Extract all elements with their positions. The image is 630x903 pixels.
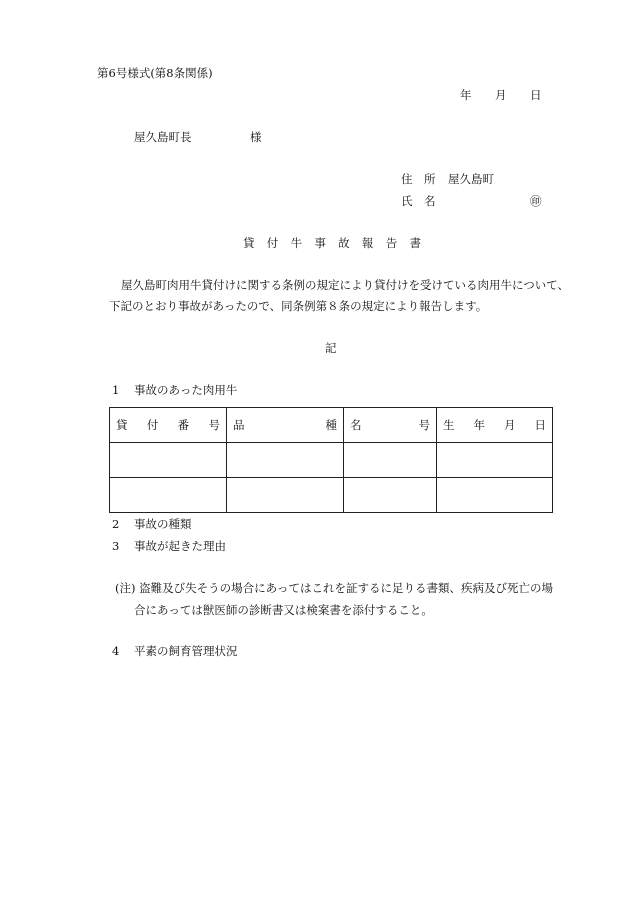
cattle-table: [109, 407, 553, 513]
section-2-label: 事故の種類: [134, 517, 192, 531]
year-label: 年: [460, 88, 472, 102]
name-label-2: 名: [424, 194, 436, 208]
title-char: 書: [409, 236, 421, 250]
month-label: 月: [495, 88, 507, 102]
table-cell[interactable]: [227, 443, 344, 478]
body-text-line-1: 屋久島町肉用牛貸付けに関する条例の規定により貸付けを受けている肉用牛について、: [121, 278, 570, 292]
table-cell[interactable]: [344, 478, 437, 513]
section-1-label: 事故のあった肉用牛: [134, 383, 238, 397]
address-label-2: 所: [424, 172, 436, 186]
address-label-1: 住: [401, 172, 413, 186]
title-char: 付: [266, 236, 279, 250]
title-char: 報: [361, 236, 374, 250]
address-value: 屋久島町: [448, 172, 494, 186]
body-text-line-2: 下記のとおり事故があったので、同条例第８条の規定により報告します。: [109, 299, 488, 313]
title-char: 告: [385, 236, 398, 250]
header-birth-date: 生 年 月 日: [437, 408, 553, 443]
section-4-number: 4: [112, 644, 120, 658]
title-char: 貸: [243, 236, 255, 250]
addressee-honorific: 様: [250, 130, 262, 144]
table-row: [110, 443, 553, 478]
ki-heading: 記: [325, 341, 337, 355]
name-label-1: 氏: [401, 194, 413, 208]
table-cell[interactable]: [437, 443, 553, 478]
form-number: 第6号様式(第8条関係): [97, 66, 213, 80]
table-cell[interactable]: [110, 443, 227, 478]
title-char: 故: [338, 236, 350, 250]
header-loan-number: 貸 付 番 号: [110, 408, 227, 443]
title-char: 牛: [290, 236, 303, 250]
table-cell[interactable]: [110, 478, 227, 513]
note-line-1: (注) 盗難及び失そうの場合にあってはこれを証するに足りる書類、疾病及び死亡の場: [115, 581, 554, 595]
day-label: 日: [530, 88, 542, 102]
section-4-label: 平素の飼育管理状況: [134, 644, 238, 658]
note-line-2: 合にあっては獣医師の診断書又は検案書を添付すること。: [134, 603, 433, 617]
section-1-number: 1: [112, 383, 120, 397]
section-3-label: 事故が起きた理由: [134, 539, 226, 553]
seal-mark: ㊞: [530, 194, 542, 208]
table-cell[interactable]: [344, 443, 437, 478]
table-row: [110, 478, 553, 513]
header-breed: 品 種: [227, 408, 344, 443]
table-cell[interactable]: [227, 478, 344, 513]
addressee-name: 屋久島町長: [134, 130, 192, 144]
table-header-row: [110, 408, 553, 443]
section-3-number: 3: [112, 539, 120, 553]
section-2-number: 2: [112, 517, 120, 531]
table-cell[interactable]: [437, 478, 553, 513]
title-char: 事: [314, 236, 326, 250]
header-name-number: 名 号: [344, 408, 437, 443]
document-title: [243, 238, 421, 250]
